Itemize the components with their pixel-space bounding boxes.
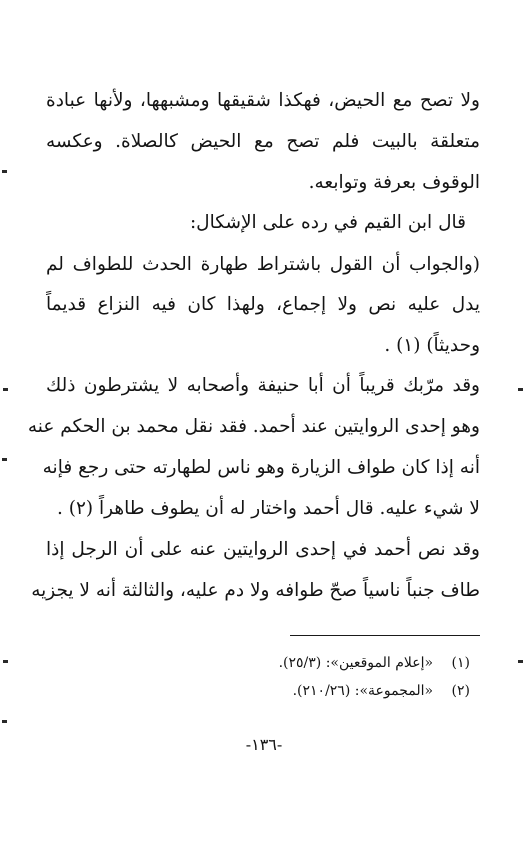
body-line-13: طاف جنباً ناسياً صحّ طوافه ولا دم عليه، والثالثة أنه لا يجزيه [31,580,480,601]
body-line-11: لا شيء عليه. قال أحمد واختار له أن يطوف طاهراً (٢) . [56,498,480,519]
body-line-6: يدل عليه نص ولا إجماع، ولهذا كان فيه النزاع قديماً [46,294,480,315]
body-line-10: أنه إذا كان طواف الزيارة وهو ناس لطهارته حتى رجع فإنه [42,457,480,478]
scan-mark [2,458,7,461]
body-line-7: وحديثاً) (١) . [384,335,480,356]
scan-mark [3,388,8,391]
footnote-2-number: (٢) [451,683,470,699]
footnote-2-text: «المجموعة»: (٢١٠/٢٦). [292,683,434,699]
body-line-4: قال ابن القيم في رده على الإشكال: [189,212,466,233]
body-line-3: الوقوف بعرفة وتوابعه. [308,172,480,193]
footnote-1 [90,652,470,674]
body-line-5: (والجواب أن القول باشتراط طهارة الحدث للطواف لم [46,254,480,275]
scan-mark [2,720,7,723]
scan-mark [3,660,8,663]
scan-mark [518,388,523,391]
footnote-1-number: (١) [451,655,470,671]
scan-mark [518,660,523,663]
page-number: -١٣٦- [245,735,283,754]
body-line-9: وهو إحدى الروايتين عند أحمد. فقد نقل محمد بن الحكم عنه [27,416,480,437]
footnote-2 [90,680,470,702]
scan-mark [2,170,7,173]
body-line-12: وقد نص أحمد في إحدى الروايتين عنه على أن الرجل إذا [46,539,480,560]
footnote-1-text: «إعلام الموقعين»: (٢٥/٣). [278,655,434,671]
body-line-1: ولا تصح مع الحيض، فهكذا شقيقها ومشبهها، ولأنها عبادة [46,90,480,111]
body-line-2: متعلقة بالبيت فلم تصح مع الحيض كالصلاة. وعكسه [46,131,480,152]
body-line-8: وقد مرّبك قريباً أن أبا حنيفة وأصحابه لا يشترطون ذلك [46,375,480,396]
footnote-separator [290,635,480,636]
